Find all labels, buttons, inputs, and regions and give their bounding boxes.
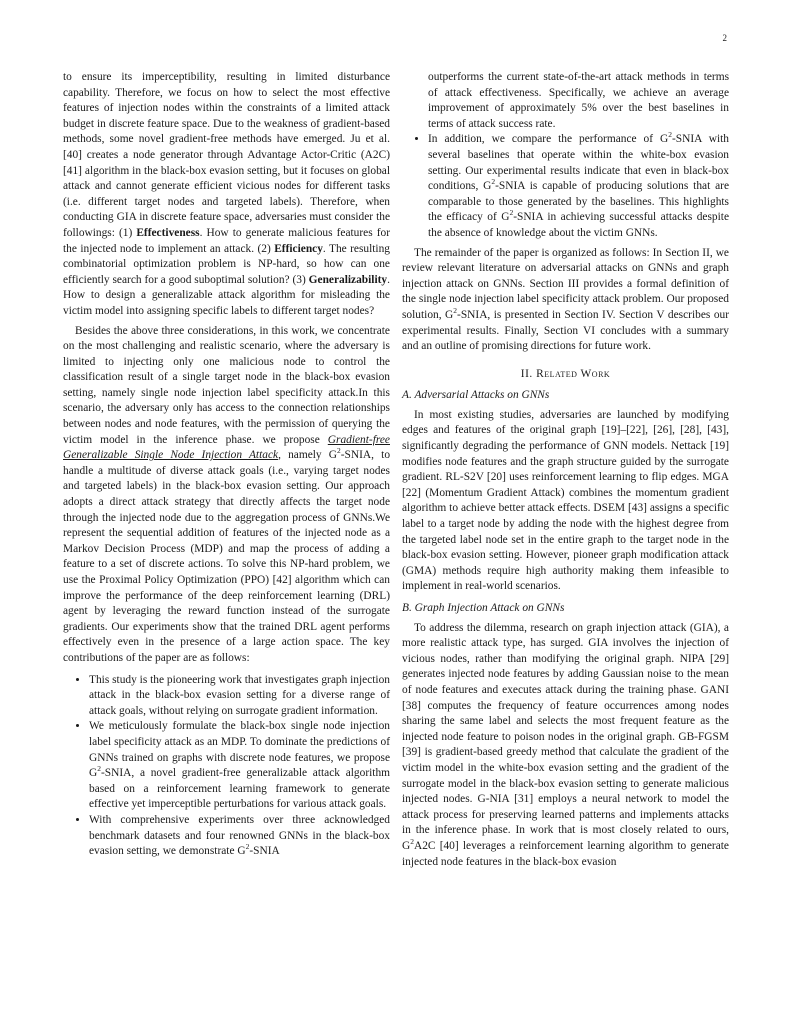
left-column bbox=[63, 70, 390, 860]
list-item: • With comprehensive experiments over three acknowledged benchmark datasets and four renowned GNNs in the black-box evasion setting, we demonstrate $G^2$-SNIA bbox=[89, 813, 390, 860]
effectiveness-term: Effectiveness bbox=[136, 226, 200, 239]
subsection-heading-a: A. Adversarial Attacks on GNNs bbox=[402, 389, 550, 402]
contributions-list-continued bbox=[402, 132, 729, 241]
list-item: • This study is the pioneering work that investigates graph injection attack in the black-box evasion setting for a diverse range of attack goals, without relying on surrogate gradient information. bbox=[89, 673, 390, 720]
intro-paragraph-1: to ensure its imperceptibility, resulting in limited disturbance capability. Therefore, we focus on how to select the most effective features of injection nodes within the constraints of a limited attack budget in discrete feature space. Due to the weakness of gradient-based methods, some novel gradient-free methods have emerged. Ju et al. [40] creates a node generator through Advantage Actor-Critic (A2C) [41] algorithm in the black-box evasion setting, but it focuses on global attack and cannot generate efficient vicious nodes for different tasks (i.e. different target nodes and targeted labels). Therefore, when conducting GIA in discrete feature space, adversaries must consider the followings: (1) Effectiveness. How to generate malicious features for the injected node to implement an attack. (2) Efficiency. The resulting combinatorial optimization problem is NP-hard, so how can one efficiently search for a good suboptimal solution? (3) Generalizability. How to design a generalizable attack algorithm for misleading the victim model into assigning specific labels to different target nodes? bbox=[63, 71, 390, 317]
method-full-name: Gradient-free Generalizable Single Node Injection Attack bbox=[63, 433, 390, 462]
list-item: • We meticulously formulate the black-box single node injection label specificity attack as an MDP. To dominate the predictions of GNNs trained on graphs with discrete node features, we propose $G^2$-SNIA, a novel gradient-free generalizable attack algorithm based on a reinforcement learning framework to generate effective yet imperceptible perturbations for various attack goals. bbox=[89, 719, 390, 813]
organization-paragraph: The remainder of the paper is organized as follows: In Section II, we review relevant literature on adversarial attacks on GNNs and graph injection attack on GNNs. Section III provides a formal definition of the single node injection label specificity attack problem. Our proposed solution, $G^2$-SNIA, is presented in Section IV. Section V describes our experimental results. Finally, Section VI concludes with a summary and an outline of promising directions for future work. bbox=[402, 246, 729, 353]
list-item: • In addition, we compare the performance of $G^2$-SNIA with several baselines that operate within the white-box evasion setting. Our experimental results indicate that even in black-box conditions, $G^2$-SNIA is capable of producing solutions that are comparable to those generated by the baselines. This highlights the efficacy of $G^2$-SNIA in achieving successful attacks despite the absence of knowledge about the victim GNNs. bbox=[428, 132, 729, 241]
generalizability-term: Generalizability bbox=[308, 273, 388, 286]
section-heading: II. Related Work bbox=[520, 367, 611, 380]
page-number: 2 bbox=[722, 33, 727, 43]
contributions-list bbox=[63, 673, 390, 860]
subsection-a-paragraph: In most existing studies, adversaries are launched by modifying edges and features of the original graph [19]–[22], [26], [28], [43], significantly degrading the performance of GNN models. Nettack [19] modifies node features and the graph structure guided by the surrogate gradient. RL-S2V [20] uses reinforcement learning to flip edges. MGA [22] (Momentum Gradient Attack) combines the momentum gradient algorithm to achieve better attack effects. DSEM [43] assigns a specific label to a target node by adding the node with the highest degree from the targeted label node set in the entire graph to the target node in the black-box evasion setting. However, pioneer graph modification attack (GMA) methods require high authority making them infeasible to implement in real-world scenarios. bbox=[402, 408, 729, 593]
list-item-continuation: outperforms the current state-of-the-art attack methods in terms of attack effectiveness. Specifically, we achieve an average improvement of approximately 5% over the best baselines in terms of attack success rate. bbox=[428, 71, 729, 130]
right-column bbox=[402, 70, 729, 870]
intro-paragraph-2: Besides the above three considerations, in this work, we concentrate on the most challenging and realistic scenario, where the adversary is limited to injecting only one malicious node to control the classification result of a single target node in the black-box evasion setting, namely single node injection label specificity attack.In this scenario, the adversary only has access to the connection relationships between nodes and node features, with the permission of querying the victim model in the inference phase. we propose Gradient-free Generalizable Single Node Injection Attack, namely $G^2$-SNIA, to handle a multitude of diverse attack goals (i.e., varying target nodes and targeted labels) in the black-box evasion setting. Our approach adopts a direct attack strategy that directly affects the target node through the injected node due to the aggregation process of GNNs.We represent the sequential addition of features of the injected node as a Markov Decision Process (MDP) and map the process of adding a feature to a set of discrete actions. To solve this NP-hard problem, we use the Proximal Policy Optimization (PPO) [42] algorithm which can improve the performance of the deep reinforcement learning (DRL) agent by leveraging the reward function instead of the surrogate gradients. Our experiments show that the trained DRL agent performs effectively even in the presence of a large action space. The key contributions of the paper are as follows: bbox=[63, 324, 391, 664]
efficiency-term: Efficiency bbox=[274, 242, 323, 255]
subsection-b-paragraph: To address the dilemma, research on graph injection attack (GIA), a more realistic attack type, has surged. GIA involves the injection of vicious nodes, rather than modifying the original graph. NIPA [29] generates injected node features by adding Gaussian noise to the mean of node features and executes attack during the training phase. GANI [38] computes the frequency of feature occurrences among nodes sharing the same label and selects the most frequent feature as the injected node feature to poison nodes in the original graph. GB-FGSM [39] is gradient-based greedy method that calculate the gradient of the victim model in the white-box evasion setting and the gradient of the surrogate model in the black-box evasion setting to generate malicious injected nodes. G-NIA [31] employs a neural network to model the attack process for preserving learned patterns and implements attacks in the inference phase. In work that is most closely related to ours, $G^2A2C$ [40] leverages a reinforcement learning algorithm to generate injected node features in the black-box evasion bbox=[402, 621, 729, 868]
subsection-heading-b: B. Graph Injection Attack on GNNs bbox=[402, 602, 565, 614]
